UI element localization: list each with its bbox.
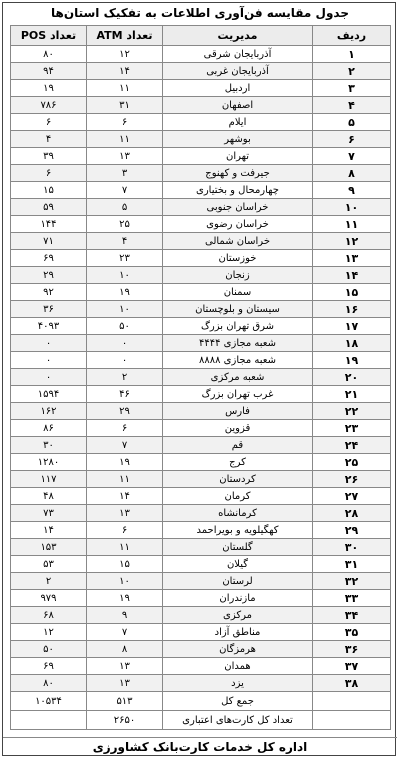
total-label: جمع کل (163, 692, 313, 711)
table-row (11, 403, 391, 420)
cell-atm: ۱۲ (87, 46, 163, 63)
cell-pos: ۳۹ (11, 148, 87, 165)
cell-radif: ۲۱ (313, 386, 391, 403)
total-atm: ۵۱۳ (87, 692, 163, 711)
cell-pos: ۴۰۹۳ (11, 318, 87, 335)
cell-radif: ۱۰ (313, 199, 391, 216)
table-row (11, 471, 391, 488)
cell-name: شعبه مرکزی (163, 369, 313, 386)
cell-atm: ۵۰ (87, 318, 163, 335)
table-row (11, 539, 391, 556)
cell-name: گلستان (163, 539, 313, 556)
cell-pos: ۶ (11, 114, 87, 131)
cell-pos: ۱۱۷ (11, 471, 87, 488)
cell-name: خوزستان (163, 250, 313, 267)
total-row (11, 692, 391, 711)
table-row (11, 114, 391, 131)
cell-radif: ۱۲ (313, 233, 391, 250)
table-row (11, 97, 391, 114)
cell-atm: ۴۶ (87, 386, 163, 403)
cell-radif: ۳۵ (313, 624, 391, 641)
cell-atm: ۱۴ (87, 63, 163, 80)
table-row (11, 284, 391, 301)
cell-pos: ۳۶ (11, 301, 87, 318)
cell-name: اصفهان (163, 97, 313, 114)
table-row (11, 182, 391, 199)
credit-empty (11, 711, 87, 730)
table-row (11, 454, 391, 471)
cell-name: مناطق آزاد (163, 624, 313, 641)
cell-radif: ۲۰ (313, 369, 391, 386)
cell-pos: ۶۹ (11, 658, 87, 675)
cell-name: مرکزی (163, 607, 313, 624)
cell-radif: ۲ (313, 63, 391, 80)
table-row (11, 352, 391, 369)
table-row (11, 641, 391, 658)
header-radif: ردیف (313, 26, 391, 46)
cell-pos: ۲۹ (11, 267, 87, 284)
cell-radif: ۶ (313, 131, 391, 148)
cell-name: سمنان (163, 284, 313, 301)
cell-pos: ۴ (11, 131, 87, 148)
cell-radif: ۳۱ (313, 556, 391, 573)
cell-pos: ۵۳ (11, 556, 87, 573)
cell-pos: ۱۵۹۴ (11, 386, 87, 403)
cell-atm: ۲ (87, 369, 163, 386)
cell-atm: ۹ (87, 607, 163, 624)
table-row (11, 165, 391, 182)
cell-pos: ۶ (11, 165, 87, 182)
cell-pos: ۱۲۸۰ (11, 454, 87, 471)
cell-radif: ۳ (313, 80, 391, 97)
cell-pos: ۷۳ (11, 505, 87, 522)
cell-atm: ۱۰ (87, 267, 163, 284)
cell-atm: ۲۳ (87, 250, 163, 267)
cell-radif: ۲۸ (313, 505, 391, 522)
cell-pos: ۹۲ (11, 284, 87, 301)
cell-name: جیرفت و کهنوج (163, 165, 313, 182)
cell-name: همدان (163, 658, 313, 675)
header-pos: تعداد POS (11, 26, 87, 46)
cell-pos: ۴۸ (11, 488, 87, 505)
cell-name: مازندران (163, 590, 313, 607)
cell-name: سیستان و بلوچستان (163, 301, 313, 318)
cell-name: خراسان شمالی (163, 233, 313, 250)
table-row (11, 505, 391, 522)
cell-name: کرمانشاه (163, 505, 313, 522)
cell-name: شعبه مجازی ۴۴۴۴ (163, 335, 313, 352)
cell-radif: ۲۶ (313, 471, 391, 488)
cell-radif: ۹ (313, 182, 391, 199)
cell-atm: ۶ (87, 522, 163, 539)
cell-pos: ۹۴ (11, 63, 87, 80)
page-title: جدول مقایسه فن‌آوری اطلاعات به تفکیک استان‌ها (51, 6, 349, 20)
cell-name: قزوین (163, 420, 313, 437)
cell-radif: ۱۸ (313, 335, 391, 352)
cell-pos: ۸۰ (11, 46, 87, 63)
table-row (11, 301, 391, 318)
cell-atm: ۰ (87, 335, 163, 352)
cell-radif: ۲۴ (313, 437, 391, 454)
cell-pos: ۸۰ (11, 675, 87, 692)
cell-name: قم (163, 437, 313, 454)
table-row (11, 369, 391, 386)
cell-radif: ۱۹ (313, 352, 391, 369)
cell-name: گیلان (163, 556, 313, 573)
cell-atm: ۱۳ (87, 505, 163, 522)
table-row (11, 437, 391, 454)
cell-pos: ۰ (11, 352, 87, 369)
cell-name: اردبیل (163, 80, 313, 97)
cell-name: تهران (163, 148, 313, 165)
cell-radif: ۵ (313, 114, 391, 131)
cell-pos: ۳۰ (11, 437, 87, 454)
cell-name: شعبه مجازی ۸۸۸۸ (163, 352, 313, 369)
cell-name: کردستان (163, 471, 313, 488)
table-row (11, 590, 391, 607)
cell-name: فارس (163, 403, 313, 420)
cell-radif: ۱۶ (313, 301, 391, 318)
cell-atm: ۶ (87, 114, 163, 131)
cell-radif: ۱۴ (313, 267, 391, 284)
cell-atm: ۸ (87, 641, 163, 658)
cell-atm: ۶ (87, 420, 163, 437)
cell-pos: ۷۸۶ (11, 97, 87, 114)
total-radif (313, 692, 391, 711)
cell-radif: ۱۷ (313, 318, 391, 335)
cell-radif: ۲۲ (313, 403, 391, 420)
table-row (11, 556, 391, 573)
cell-radif: ۱۱ (313, 216, 391, 233)
table-row (11, 46, 391, 63)
table-row (11, 420, 391, 437)
table-row (11, 80, 391, 97)
cell-atm: ۱۱ (87, 471, 163, 488)
cell-pos: ۵۰ (11, 641, 87, 658)
cell-atm: ۱۳ (87, 675, 163, 692)
cell-atm: ۱۱ (87, 539, 163, 556)
total-pos: ۱۰۵۳۴ (11, 692, 87, 711)
table-row (11, 658, 391, 675)
cell-name: آذربایجان شرقی (163, 46, 313, 63)
cell-name: آذربایجان غربی (163, 63, 313, 80)
cell-radif: ۱۵ (313, 284, 391, 301)
cell-radif: ۱۳ (313, 250, 391, 267)
cell-atm: ۳۱ (87, 97, 163, 114)
table-row (11, 624, 391, 641)
cell-pos: ۸۶ (11, 420, 87, 437)
it-comparison-table (10, 25, 391, 730)
header-atm: تعداد ATM (87, 26, 163, 46)
table-row (11, 148, 391, 165)
table-row (11, 573, 391, 590)
cell-atm: ۵ (87, 199, 163, 216)
cell-radif: ۳۶ (313, 641, 391, 658)
cell-name: غرب تهران بزرگ (163, 386, 313, 403)
cell-radif: ۱ (313, 46, 391, 63)
cell-pos: ۱۴ (11, 522, 87, 539)
cell-radif: ۷ (313, 148, 391, 165)
cell-radif: ۲۳ (313, 420, 391, 437)
table-row (11, 250, 391, 267)
credit-card-row (11, 711, 391, 730)
cell-radif: ۴ (313, 97, 391, 114)
cell-name: کرمان (163, 488, 313, 505)
cell-pos: ۵۹ (11, 199, 87, 216)
cell-pos: ۱۹ (11, 80, 87, 97)
cell-radif: ۳۷ (313, 658, 391, 675)
table-row (11, 335, 391, 352)
cell-name: خراسان جنوبی (163, 199, 313, 216)
cell-atm: ۱۳ (87, 658, 163, 675)
footer-caption: اداره کل خدمات کارت‌بانک کشاورزی (3, 737, 397, 756)
cell-pos: ۱۵۳ (11, 539, 87, 556)
cell-name: خراسان رضوی (163, 216, 313, 233)
table-row (11, 675, 391, 692)
cell-atm: ۲۵ (87, 216, 163, 233)
cell-name: شرق تهران بزرگ (163, 318, 313, 335)
cell-pos: ۶۹ (11, 250, 87, 267)
cell-atm: ۷ (87, 437, 163, 454)
table-row (11, 318, 391, 335)
cell-radif: ۳۰ (313, 539, 391, 556)
cell-pos: ۲ (11, 573, 87, 590)
cell-atm: ۱۳ (87, 148, 163, 165)
cell-radif: ۳۸ (313, 675, 391, 692)
cell-pos: ۱۵ (11, 182, 87, 199)
cell-name: چهارمحال و بختیاری (163, 182, 313, 199)
cell-atm: ۱۹ (87, 590, 163, 607)
cell-pos: ۱۲ (11, 624, 87, 641)
table-row (11, 233, 391, 250)
cell-name: ایلام (163, 114, 313, 131)
table-row (11, 63, 391, 80)
cell-atm: ۱۹ (87, 454, 163, 471)
table-row (11, 216, 391, 233)
cell-atm: ۳ (87, 165, 163, 182)
credit-radif (313, 711, 391, 730)
cell-radif: ۲۹ (313, 522, 391, 539)
table-wrapper (10, 25, 390, 730)
table-body (11, 46, 391, 692)
cell-pos: ۱۴۴ (11, 216, 87, 233)
cell-radif: ۲۷ (313, 488, 391, 505)
cell-radif: ۳۲ (313, 573, 391, 590)
cell-radif: ۳۴ (313, 607, 391, 624)
cell-pos: ۹۷۹ (11, 590, 87, 607)
cell-radif: ۲۵ (313, 454, 391, 471)
cell-name: زنجان (163, 267, 313, 284)
header-row (11, 26, 391, 46)
cell-atm: ۱۴ (87, 488, 163, 505)
cell-atm: ۴ (87, 233, 163, 250)
cell-pos: ۱۶۲ (11, 403, 87, 420)
table-row (11, 199, 391, 216)
table-row (11, 267, 391, 284)
cell-atm: ۷ (87, 624, 163, 641)
cell-radif: ۸ (313, 165, 391, 182)
cell-atm: ۲۹ (87, 403, 163, 420)
cell-atm: ۱۱ (87, 131, 163, 148)
cell-name: بوشهر (163, 131, 313, 148)
cell-name: کرج (163, 454, 313, 471)
cell-pos: ۶۸ (11, 607, 87, 624)
cell-atm: ۱۰ (87, 573, 163, 590)
credit-count: ۲۶۵۰ (87, 711, 163, 730)
table-row (11, 488, 391, 505)
cell-pos: ۰ (11, 335, 87, 352)
cell-pos: ۰ (11, 369, 87, 386)
cell-atm: ۰ (87, 352, 163, 369)
cell-name: یزد (163, 675, 313, 692)
table-row (11, 386, 391, 403)
table-row (11, 522, 391, 539)
credit-label: تعداد کل کارت‌های اعتباری (163, 711, 313, 730)
table-frame (2, 2, 396, 756)
table-row (11, 131, 391, 148)
cell-name: لرستان (163, 573, 313, 590)
cell-name: هرمزگان (163, 641, 313, 658)
cell-name: کهگیلویه و بویراحمد (163, 522, 313, 539)
header-name: مدیریت (163, 26, 313, 46)
cell-atm: ۷ (87, 182, 163, 199)
table-row (11, 607, 391, 624)
cell-atm: ۱۵ (87, 556, 163, 573)
cell-atm: ۱۱ (87, 80, 163, 97)
cell-pos: ۷۱ (11, 233, 87, 250)
cell-atm: ۱۰ (87, 301, 163, 318)
cell-radif: ۳۳ (313, 590, 391, 607)
cell-atm: ۱۹ (87, 284, 163, 301)
